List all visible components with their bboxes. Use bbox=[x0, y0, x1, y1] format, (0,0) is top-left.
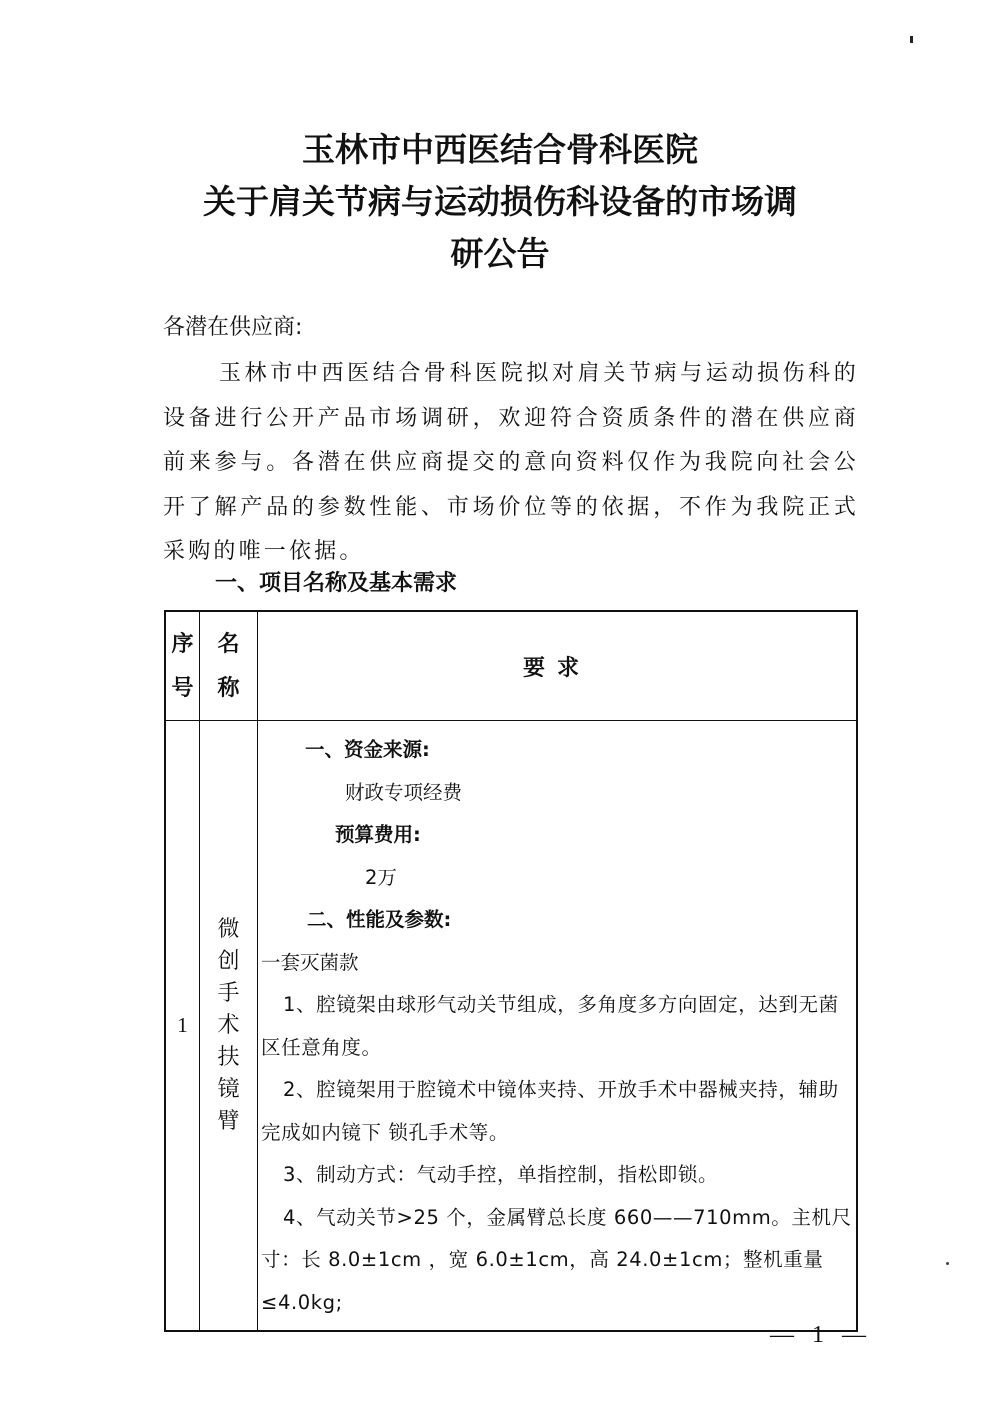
header-requirements: 要求 bbox=[258, 611, 858, 721]
section-heading: 一、项目名称及基本需求 bbox=[215, 571, 458, 596]
title-line-3: 研公告 bbox=[450, 234, 550, 273]
row-name-char: 术 bbox=[217, 1012, 240, 1038]
spec-heading: 二、性能及参数: bbox=[307, 908, 452, 931]
funding-heading: 一、资金来源: bbox=[305, 738, 430, 761]
row-name-char: 镜 bbox=[217, 1076, 240, 1102]
header-name-line2: 称 bbox=[217, 675, 240, 701]
row-seq: 1 bbox=[165, 721, 200, 1332]
salutation: 各潜在供应商: bbox=[163, 315, 303, 340]
header-seq bbox=[165, 611, 200, 721]
row-name-char: 臂 bbox=[217, 1108, 240, 1134]
requirements-table bbox=[164, 610, 858, 1332]
page-number: — 1 — bbox=[770, 1322, 872, 1348]
title-line-1: 玉林市中西医结合骨科医院 bbox=[302, 130, 698, 169]
intro-paragraph: 玉林市中西医结合骨科医院拟对肩关节病与运动损伤科的设备进行公开产品市场调研，欢迎符合资质条件的潜在供应商前来参与。各潜在供应商提交的意向资料仅作为我院向社会公开了解产品的参数性能、市场价位等的依据，不作为我院正式采购的唯一依据。 bbox=[163, 361, 859, 564]
row-name-char: 微 bbox=[217, 916, 240, 942]
header-seq-line2: 号 bbox=[171, 675, 194, 701]
row-name-char: 创 bbox=[217, 948, 240, 974]
document-title bbox=[100, 124, 900, 280]
header-name-line1: 名 bbox=[217, 631, 240, 657]
row-name bbox=[200, 721, 258, 1332]
spec-item: 2、腔镜架用于腔镜术中镜体夹持、开放手术中器械夹持，辅助完成如内镜下 锁孔手术等。 bbox=[261, 1078, 839, 1144]
table-header-row bbox=[165, 611, 857, 721]
spec-type: 一套灭菌款 bbox=[261, 950, 359, 974]
header-seq-line1: 序 bbox=[171, 631, 194, 657]
row-name-char: 扶 bbox=[217, 1044, 240, 1070]
scan-mark bbox=[910, 36, 913, 43]
spec-item: 1、腔镜架由球形气动关节组成，多角度多方向固定，达到无菌区任意角度。 bbox=[261, 993, 839, 1059]
header-name bbox=[200, 611, 258, 721]
row-name-char: 手 bbox=[217, 980, 240, 1006]
row-requirements bbox=[258, 721, 858, 1332]
table-row bbox=[165, 721, 857, 1332]
spec-item: 4、气动关节>25 个，金属臂总长度 660——710mm。主机尺寸：长 8.0±1cm ，宽 6.0±1cm，高 24.0±1cm；整机重量≤4.0kg; bbox=[261, 1205, 852, 1314]
title-line-2: 关于肩关节病与运动损伤科设备的市场调 bbox=[203, 182, 797, 221]
scan-dot bbox=[946, 1262, 949, 1265]
funding-value: 财政专项经费 bbox=[345, 780, 463, 804]
budget-value: 2万 bbox=[365, 865, 397, 889]
budget-heading: 预算费用: bbox=[335, 823, 421, 846]
spec-item: 3、制动方式：气动手控，单指控制，指松即锁。 bbox=[283, 1163, 719, 1186]
